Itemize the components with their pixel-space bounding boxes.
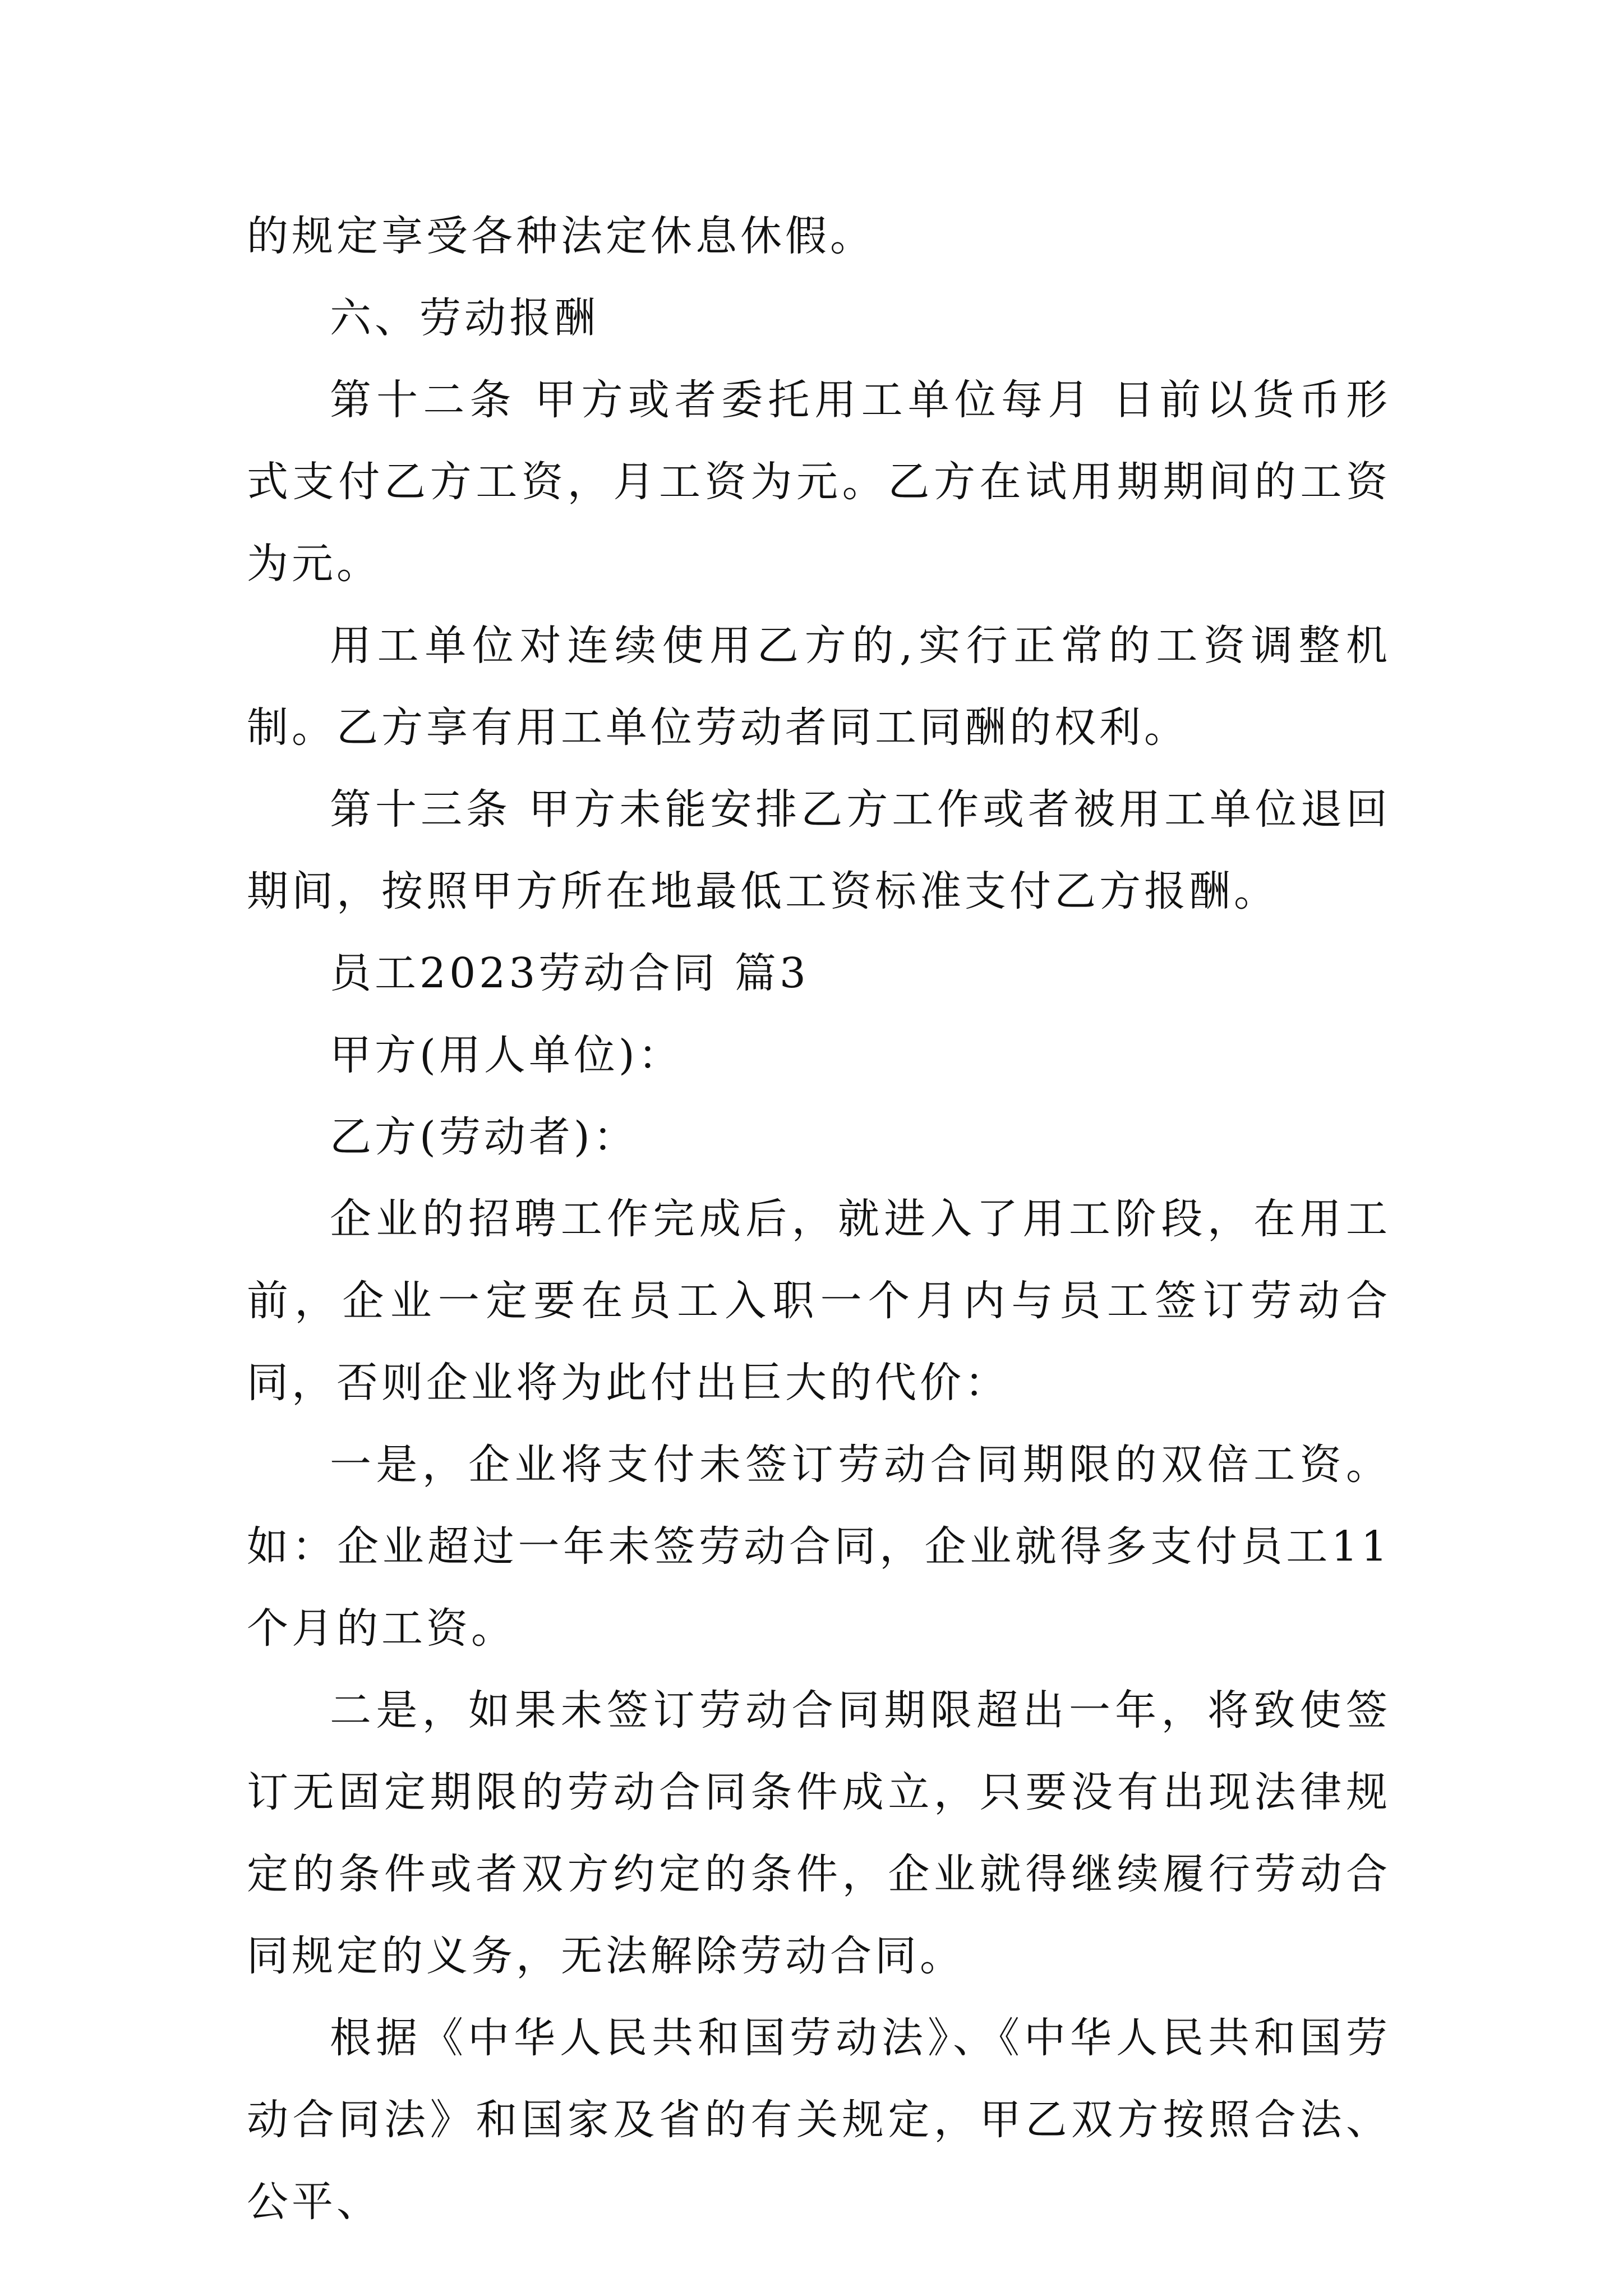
paragraph-article-12: 第十二条 甲方或者委托用工单位每月 日前以货币形式支付乙方工资，月工资为元。乙方在试用期期间的工资为元。 <box>247 376 1391 588</box>
paragraph-rest-rights: 的规定享受各种法定休息休假。 <box>247 212 875 260</box>
paragraph-article-13: 第十三条 甲方未能安排乙方工作或者被用工单位退回期间，按照甲方所在地最低工资标准支付乙方报酬。 <box>247 785 1391 915</box>
paragraph-double-wage: 一是，企业将支付未签订劳动合同期限的双倍工资。如：企业超过一年未签劳动合同，企业就得多支付员工11个月的工资。 <box>247 1441 1391 1653</box>
party-b-line: 乙方(劳动者)： <box>330 1113 638 1161</box>
paragraph-wage-adjustment: 用工单位对连续使用乙方的,实行正常的工资调整机制。乙方享有用工单位劳动者同工同酬的权利。 <box>247 622 1391 752</box>
paragraph-legal-basis: 根据《中华人民共和国劳动法》、《中华人民共和国劳动合同法》和国家及省的有关规定，甲乙双方按照合法、公平、 <box>247 2014 1391 2226</box>
paragraph-indefinite-contract: 二是，如果未签订劳动合同期限超出一年，将致使签订无固定期限的劳动合同条件成立，只要没有出现法律规定的条件或者双方约定的条件，企业就得继续履行劳动合同规定的义务，无法解除劳动合同。 <box>247 1686 1391 1980</box>
section-heading-labor-pay: 六、劳动报酬 <box>330 294 599 342</box>
contract-title-section-3: 员工2023劳动合同 篇3 <box>330 949 809 997</box>
document-body <box>247 195 1391 2243</box>
party-a-line: 甲方(用人单位)： <box>330 1031 683 1079</box>
paragraph-recruitment: 企业的招聘工作完成后，就进入了用工阶段，在用工前，企业一定要在员工入职一个月内与员工签订劳动合同，否则企业将为此付出巨大的代价： <box>247 1195 1391 1407</box>
